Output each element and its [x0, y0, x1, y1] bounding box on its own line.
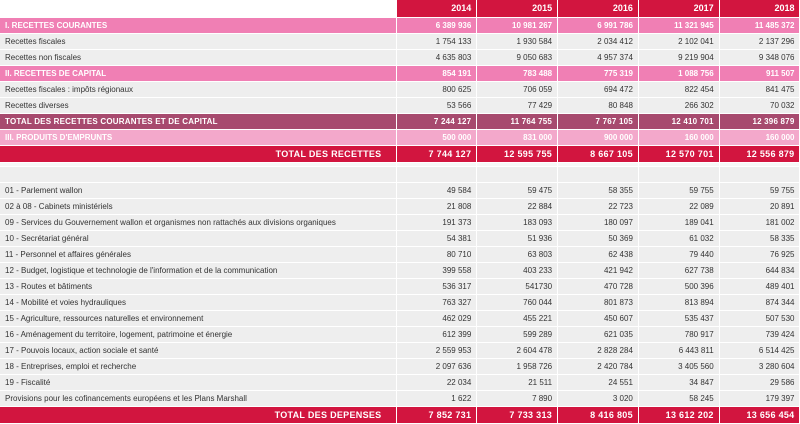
- recettes-row-value: 266 302: [638, 97, 719, 113]
- spacer-cell: [396, 166, 477, 182]
- depenses-row-value: 51 936: [477, 230, 558, 246]
- depenses-row-value: 3 020: [558, 390, 639, 406]
- depenses-row-value: 3 405 560: [638, 358, 719, 374]
- recettes-row-value: 1 088 756: [638, 65, 719, 81]
- spacer-row: [0, 166, 800, 182]
- depenses-row-value: 2 828 284: [558, 342, 639, 358]
- depenses-row-value: 6 443 811: [638, 342, 719, 358]
- depenses-row-label: 02 à 08 - Cabinets ministériels: [0, 198, 396, 214]
- recettes-row: [0, 113, 800, 129]
- recettes-row-value: 6 991 786: [558, 17, 639, 33]
- depenses-row-value: 874 344: [719, 294, 800, 310]
- total-depenses-row: [0, 406, 800, 423]
- depenses-row: [0, 262, 800, 278]
- depenses-row-value: 59 475: [477, 182, 558, 198]
- recettes-row-label: III. PRODUITS D'EMPRUNTS: [0, 129, 396, 145]
- depenses-row-value: 621 035: [558, 326, 639, 342]
- spacer-cell: [477, 166, 558, 182]
- recettes-row-value: 77 429: [477, 97, 558, 113]
- recettes-row-value: 12 410 701: [638, 113, 719, 129]
- total-depenses-value: 8 416 805: [558, 406, 639, 423]
- recettes-row-label: Recettes non fiscales: [0, 49, 396, 65]
- depenses-row-value: 763 327: [396, 294, 477, 310]
- depenses-row-label: 17 - Pouvois locaux, action sociale et santé: [0, 342, 396, 358]
- recettes-row-value: 7 244 127: [396, 113, 477, 129]
- depenses-row-label: 01 - Parlement wallon: [0, 182, 396, 198]
- depenses-row-label: 18 - Entreprises, emploi et recherche: [0, 358, 396, 374]
- depenses-row-value: 24 551: [558, 374, 639, 390]
- depenses-row-value: 80 710: [396, 246, 477, 262]
- spacer-cell: [0, 166, 396, 182]
- recettes-row-value: 11 485 372: [719, 17, 800, 33]
- total-recettes-value: 12 570 701: [638, 145, 719, 162]
- depenses-row-value: 2 604 478: [477, 342, 558, 358]
- total-recettes-value: 12 556 879: [719, 145, 800, 162]
- recettes-row-value: 4 957 374: [558, 49, 639, 65]
- depenses-row-value: 79 440: [638, 246, 719, 262]
- recettes-row-value: 10 981 267: [477, 17, 558, 33]
- depenses-row: [0, 198, 800, 214]
- recettes-row-value: 160 000: [719, 129, 800, 145]
- depenses-row-value: 3 280 604: [719, 358, 800, 374]
- spacer-cell: [719, 166, 800, 182]
- recettes-row-value: 854 191: [396, 65, 477, 81]
- depenses-row-value: 760 044: [477, 294, 558, 310]
- recettes-row-value: 9 348 076: [719, 49, 800, 65]
- recettes-section: [0, 17, 800, 145]
- depenses-row: [0, 294, 800, 310]
- depenses-row-value: 489 401: [719, 278, 800, 294]
- depenses-row-value: 63 803: [477, 246, 558, 262]
- depenses-row-value: 59 755: [719, 182, 800, 198]
- total-depenses-value: 13 612 202: [638, 406, 719, 423]
- depenses-row-value: 1 622: [396, 390, 477, 406]
- depenses-row: [0, 230, 800, 246]
- depenses-row-value: 58 355: [558, 182, 639, 198]
- depenses-row-label: 15 - Agriculture, ressources naturelles et environnement: [0, 310, 396, 326]
- total-depenses-value: 13 656 454: [719, 406, 800, 423]
- depenses-row-value: 2 559 953: [396, 342, 477, 358]
- depenses-row-value: 813 894: [638, 294, 719, 310]
- depenses-row-value: 21 511: [477, 374, 558, 390]
- recettes-row: [0, 129, 800, 145]
- depenses-row: [0, 310, 800, 326]
- depenses-row: [0, 358, 800, 374]
- depenses-row-value: 183 093: [477, 214, 558, 230]
- depenses-row-label: 09 - Services du Gouvernement wallon et organismes non rattachés aux divisions organiques: [0, 214, 396, 230]
- recettes-row-label: II. RECETTES DE CAPITAL: [0, 65, 396, 81]
- depenses-row-label: 10 - Secrétariat général: [0, 230, 396, 246]
- recettes-row-value: 12 396 879: [719, 113, 800, 129]
- depenses-row-value: 450 607: [558, 310, 639, 326]
- depenses-row: [0, 342, 800, 358]
- recettes-row-value: 2 137 296: [719, 33, 800, 49]
- total-recettes-value: 12 595 755: [477, 145, 558, 162]
- recettes-row-value: 911 507: [719, 65, 800, 81]
- depenses-row-value: 399 558: [396, 262, 477, 278]
- depenses-row-label: 12 - Budget, logistique et technologie de l'information et de la communication: [0, 262, 396, 278]
- depenses-row: [0, 182, 800, 198]
- recettes-row-value: 831 000: [477, 129, 558, 145]
- recettes-row: [0, 17, 800, 33]
- recettes-row-value: 800 625: [396, 81, 477, 97]
- depenses-row-label: 19 - Fiscalité: [0, 374, 396, 390]
- depenses-row-value: 6 514 425: [719, 342, 800, 358]
- depenses-row-value: 22 723: [558, 198, 639, 214]
- total-depenses-section: [0, 406, 800, 423]
- recettes-row-label: Recettes fiscales : impôts régionaux: [0, 81, 396, 97]
- recettes-row-value: 53 566: [396, 97, 477, 113]
- depenses-row-value: 535 437: [638, 310, 719, 326]
- depenses-row-value: 58 245: [638, 390, 719, 406]
- year-header-2014: 2014: [396, 0, 477, 17]
- recettes-row-value: 822 454: [638, 81, 719, 97]
- depenses-row-value: 7 890: [477, 390, 558, 406]
- recettes-row-label: TOTAL DES RECETTES COURANTES ET DE CAPITAL: [0, 113, 396, 129]
- depenses-row-label: 13 - Routes et bâtiments: [0, 278, 396, 294]
- depenses-row-value: 76 925: [719, 246, 800, 262]
- recettes-row-value: 2 102 041: [638, 33, 719, 49]
- recettes-row-value: 500 000: [396, 129, 477, 145]
- total-depenses-value: 7 852 731: [396, 406, 477, 423]
- recettes-row-value: 70 032: [719, 97, 800, 113]
- recettes-row-label: I. RECETTES COURANTES: [0, 17, 396, 33]
- recettes-row-value: 2 034 412: [558, 33, 639, 49]
- year-header-2017: 2017: [638, 0, 719, 17]
- depenses-row-value: 34 847: [638, 374, 719, 390]
- recettes-row-label: Recettes diverses: [0, 97, 396, 113]
- total-recettes-label: TOTAL DES RECETTES: [0, 145, 396, 162]
- depenses-row-value: 22 884: [477, 198, 558, 214]
- spacer-cell: [638, 166, 719, 182]
- depenses-section: [0, 182, 800, 406]
- recettes-row-value: 7 767 105: [558, 113, 639, 129]
- depenses-row-value: 22 089: [638, 198, 719, 214]
- depenses-row-value: 29 586: [719, 374, 800, 390]
- depenses-row: [0, 246, 800, 262]
- total-recettes-value: 8 667 105: [558, 145, 639, 162]
- total-depenses-value: 7 733 313: [477, 406, 558, 423]
- depenses-row-value: 644 834: [719, 262, 800, 278]
- depenses-row: [0, 390, 800, 406]
- recettes-row-value: 694 472: [558, 81, 639, 97]
- total-recettes-row: [0, 145, 800, 162]
- depenses-row-value: 49 584: [396, 182, 477, 198]
- depenses-row: [0, 374, 800, 390]
- depenses-row: [0, 326, 800, 342]
- depenses-row-value: 739 424: [719, 326, 800, 342]
- depenses-row-value: 58 335: [719, 230, 800, 246]
- year-header-row: [0, 0, 800, 17]
- total-recettes-section: [0, 145, 800, 182]
- total-recettes-value: 7 744 127: [396, 145, 477, 162]
- depenses-row-value: 470 728: [558, 278, 639, 294]
- depenses-row-value: 22 034: [396, 374, 477, 390]
- depenses-row: [0, 278, 800, 294]
- depenses-row-value: 536 317: [396, 278, 477, 294]
- year-header-2016: 2016: [558, 0, 639, 17]
- recettes-row: [0, 97, 800, 113]
- depenses-row-value: 180 097: [558, 214, 639, 230]
- depenses-row-label: 14 - Mobilité et voies hydrauliques: [0, 294, 396, 310]
- depenses-row: [0, 214, 800, 230]
- depenses-row-value: 50 369: [558, 230, 639, 246]
- recettes-row-value: 841 475: [719, 81, 800, 97]
- depenses-row-label: 11 - Personnel et affaires générales: [0, 246, 396, 262]
- depenses-row-value: 191 373: [396, 214, 477, 230]
- recettes-row-value: 6 389 936: [396, 17, 477, 33]
- depenses-row-value: 403 233: [477, 262, 558, 278]
- depenses-row-value: 421 942: [558, 262, 639, 278]
- recettes-row-value: 706 059: [477, 81, 558, 97]
- recettes-row-value: 783 488: [477, 65, 558, 81]
- depenses-row-value: 1 958 726: [477, 358, 558, 374]
- recettes-row-value: 11 764 755: [477, 113, 558, 129]
- recettes-row-value: 9 050 683: [477, 49, 558, 65]
- depenses-row-value: 627 738: [638, 262, 719, 278]
- depenses-row-value: 179 397: [719, 390, 800, 406]
- depenses-row-value: 61 032: [638, 230, 719, 246]
- recettes-row: [0, 33, 800, 49]
- depenses-row-value: 59 755: [638, 182, 719, 198]
- recettes-row-value: 775 319: [558, 65, 639, 81]
- depenses-row-value: 462 029: [396, 310, 477, 326]
- recettes-row: [0, 81, 800, 97]
- recettes-row-value: 11 321 945: [638, 17, 719, 33]
- depenses-row-value: 54 381: [396, 230, 477, 246]
- depenses-row-value: 541730: [477, 278, 558, 294]
- spacer-cell: [558, 166, 639, 182]
- header-blank-cell: [0, 0, 396, 17]
- depenses-row-value: 801 873: [558, 294, 639, 310]
- recettes-row-value: 900 000: [558, 129, 639, 145]
- recettes-row: [0, 65, 800, 81]
- recettes-row-value: 4 635 803: [396, 49, 477, 65]
- depenses-row-value: 21 808: [396, 198, 477, 214]
- depenses-row-value: 612 399: [396, 326, 477, 342]
- depenses-row-value: 599 289: [477, 326, 558, 342]
- recettes-row-value: 160 000: [638, 129, 719, 145]
- recettes-row-value: 9 219 904: [638, 49, 719, 65]
- recettes-row: [0, 49, 800, 65]
- total-depenses-label: TOTAL DES DEPENSES: [0, 406, 396, 423]
- recettes-row-value: 80 848: [558, 97, 639, 113]
- depenses-row-value: 500 396: [638, 278, 719, 294]
- depenses-row-label: Provisions pour les cofinancements européens et les Plans Marshall: [0, 390, 396, 406]
- depenses-row-value: 62 438: [558, 246, 639, 262]
- depenses-row-value: 181 002: [719, 214, 800, 230]
- recettes-row-label: Recettes fiscales: [0, 33, 396, 49]
- depenses-row-value: 189 041: [638, 214, 719, 230]
- recettes-row-value: 1 930 584: [477, 33, 558, 49]
- recettes-row-value: 1 754 133: [396, 33, 477, 49]
- depenses-row-value: 2 097 636: [396, 358, 477, 374]
- depenses-row-value: 20 891: [719, 198, 800, 214]
- depenses-row-value: 455 221: [477, 310, 558, 326]
- year-header-2015: 2015: [477, 0, 558, 17]
- depenses-row-label: 16 - Aménagement du territoire, logement, patrimoine et énergie: [0, 326, 396, 342]
- year-header-2018: 2018: [719, 0, 800, 17]
- depenses-row-value: 780 917: [638, 326, 719, 342]
- depenses-row-value: 2 420 784: [558, 358, 639, 374]
- depenses-row-value: 507 530: [719, 310, 800, 326]
